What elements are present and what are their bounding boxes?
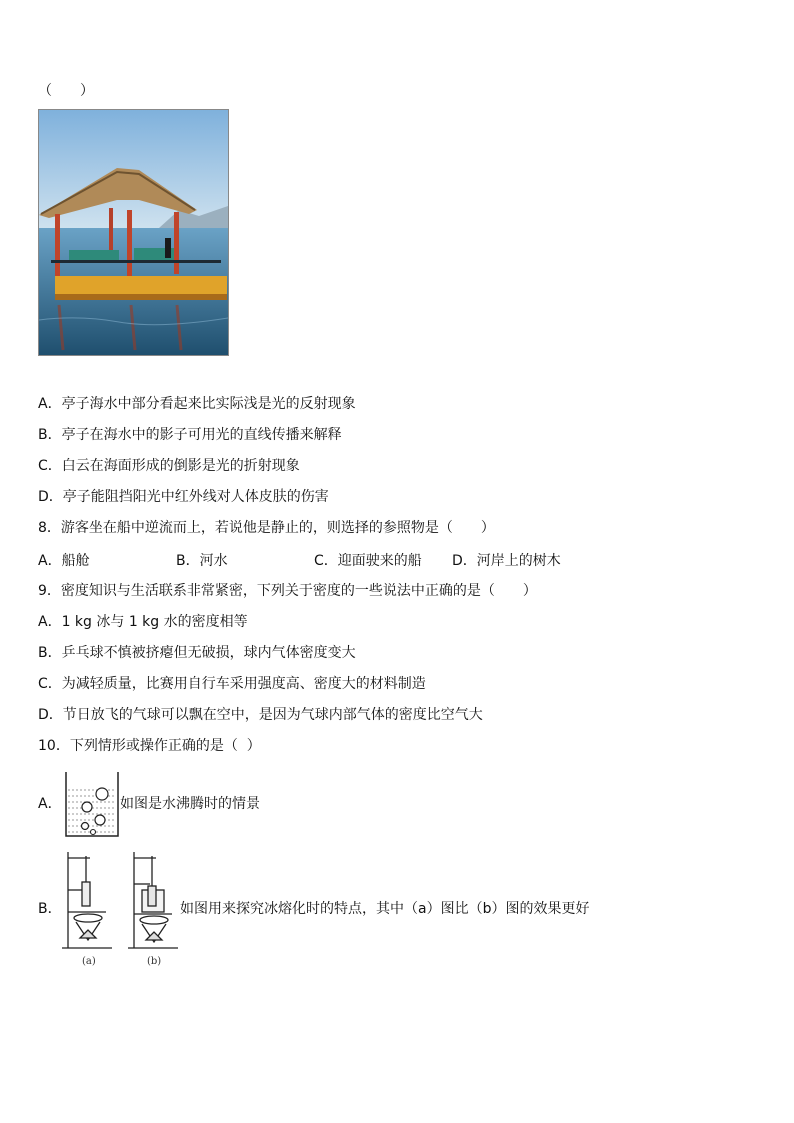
question-7-option-c: C．白云在海面形成的倒影是光的折射现象 — [38, 458, 300, 474]
question-7-stem-tail: （ ） — [38, 83, 94, 99]
question-9-option-d: D．节日放飞的气球可以飘在空中，是因为气球内部气体的密度比空气大 — [38, 707, 483, 723]
question-9-stem: 9．密度知识与生活联系非常紧密，下列关于密度的一些说法中正确的是（ ） — [38, 583, 537, 599]
question-8-option-b: B．河水 — [176, 553, 228, 569]
question-7-option-a: A．亭子海水中部分看起来比实际浅是光的反射现象 — [38, 396, 356, 412]
question-7-option-d: D．亭子能阻挡阳光中红外线对人体皮肤的伤害 — [38, 489, 329, 505]
figure-caption-a: (a) — [82, 956, 96, 967]
question-10-option-a-text: 如图是水沸腾时的情景 — [120, 796, 260, 812]
question-8-option-d: D．河岸上的树木 — [452, 553, 561, 569]
figure-caption-b: (b) — [147, 956, 162, 967]
pavilion-photo-graphic — [39, 110, 228, 355]
question-10-option-b-text: 如图用来探究冰熔化时的特点，其中（a）图比（b）图的效果更好 — [180, 901, 590, 917]
question-10-stem: 10．下列情形或操作正确的是（ ） — [38, 738, 261, 754]
question-8-option-a: A．船舱 — [38, 553, 90, 569]
pavilion-photo — [38, 109, 229, 356]
question-7-option-b: B．亭子在海水中的影子可用光的直线传播来解释 — [38, 427, 342, 443]
boiling-water-beaker-figure — [64, 770, 120, 844]
question-8-stem: 8．游客坐在船中逆流而上，若说他是静止的，则选择的参照物是（ ） — [38, 520, 495, 536]
ice-melting-apparatus-figure — [62, 850, 180, 958]
question-10-option-b-label: B． — [38, 901, 62, 917]
question-8-option-c: C．迎面驶来的船 — [314, 553, 422, 569]
question-9-option-c: C．为减轻质量，比赛用自行车采用强度高、密度大的材料制造 — [38, 676, 426, 692]
question-10-option-a-label: A． — [38, 796, 62, 812]
question-9-option-b: B．乒乓球不慎被挤瘪但无破损，球内气体密度变大 — [38, 645, 356, 661]
question-9-option-a: A．1 kg 冰与 1 kg 水的密度相等 — [38, 614, 248, 630]
